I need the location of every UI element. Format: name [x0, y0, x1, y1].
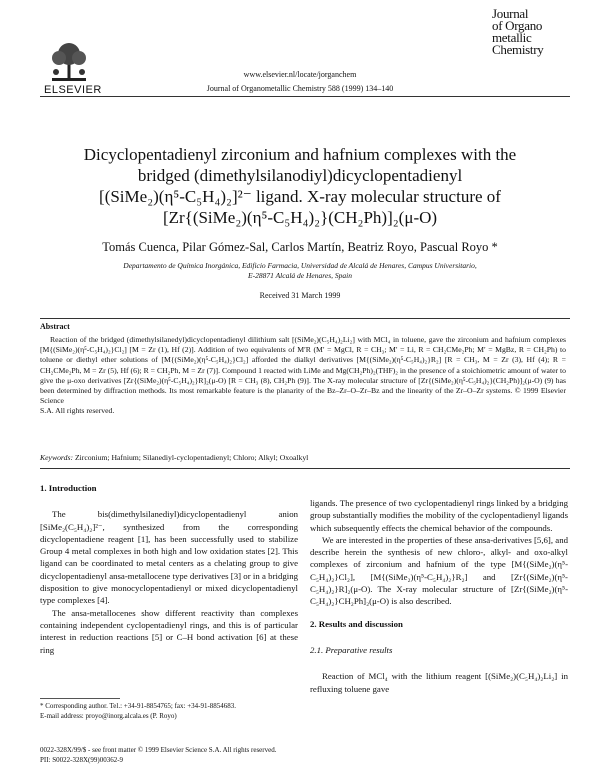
intro-paragraph-2: The ansa-metallocenes show different reactivity than complexes containing independent cyclopentadienyl rings, and this is of particular interest in reduction reactions [5] or C–H bond activation [6] at these ring — [40, 607, 298, 655]
page-footer — [40, 746, 420, 765]
footnote-divider — [40, 698, 120, 699]
footnote — [40, 702, 298, 721]
footnote-corresponding: * Corresponding author. Tel.: +34-91-8854765; fax: +34-91-8854683. — [40, 702, 237, 710]
keywords — [40, 453, 570, 462]
right-column — [310, 497, 568, 695]
journal-logo-line: metallic — [492, 30, 532, 45]
abstract-text: Reaction of the bridged (dimethylsilanedyl)dicyclopentadienyl dilithium salt [(SiMe₂)(C₅H₄)₂Li₂] with MCl₄ in toluene, gave the zirconium and hafnium complexes [M{(SiMe₂)(η⁵-C₅H₄)₂}Cl₂] [M = Zr (1), Hf (2)]. Addition of two equivalents of M′R (M′ = MgCl, R = CH₃; M′ = Li, R = CH₂CMe₂Ph; M′ = MgBz, R = CH₂Ph) to toluene or diethyl ether solutions of [M{(SiMe₂)(η⁵-C₅H₄)₂}Cl₂] afforded the dialkyl derivatives [M{(SiMe₂)(η⁵-C₅H₄)₂}R₂] [R = CH₃, M = Zr (3), Hf (4); R = CH₂CMe₂Ph, M = Zr (5), Hf (6); R = CH₂Ph, M = Zr (7)]. Compound 1 reacted with LiMe and Mg(CH₂Ph)₂(THF)₂ in the presence of a stoichiometric amount of water to give the μ-oxo derivatives [Zr{(SiMe₂)(η⁵-C₅H₄)₂}R]₂(μ-O) [R = CH₃ (8), CH₂Ph (9)]. The X-ray molecular structure of [Zr{(SiMe₂)(η⁵-C₅H₄)₂}(CH₂Ph)]₂(μ-O) (9) has been determined by diffraction methods. Its most remarkable feature is the planarity of the Bz–Zr–O–Zr–Bz and the linearity of the Zr–O–Zr systems. © 1999 Elsevier Science — [40, 335, 566, 406]
affiliation — [30, 261, 570, 281]
abstract-heading: Abstract — [40, 322, 70, 331]
title-line: bridged (dimethylsilanodiyl)dicyclopentadienyl — [137, 166, 463, 185]
authors: Tomás Cuenca, Pilar Gómez-Sal, Carlos Martín, Beatriz Royo, Pascual Royo * — [102, 240, 498, 254]
keywords-label: Keywords: — [40, 453, 74, 462]
journal-reference: Journal of Organometallic Chemistry 588 (1999) 134–140 — [206, 84, 394, 93]
subsection-heading-preparative: 2.1. Preparative results — [310, 644, 393, 655]
keywords-text: Zirconium; Hafnium; Silanediyl-cyclopentadienyl; Chloro; Alkyl; Oxoalkyl — [73, 453, 309, 462]
title-line: [Zr{(SiMe₂)(η⁵-C₅H₄)₂}(CH₂Ph)]₂(μ-O) — [162, 208, 438, 227]
title-line: [(SiMe₂)(η⁵-C₅H₄)₂]²⁻ ligand. X-ray molecular structure of — [99, 187, 501, 206]
journal-logo-line: of Organo — [492, 18, 543, 33]
affiliation-line: Departamento de Química Inorgánica, Edificio Farmacia, Universidad de Alcalá de Henares, Campus Universitario, — [123, 261, 477, 270]
journal-logo-line: Chemistry — [492, 42, 544, 57]
abstract-divider — [40, 318, 570, 319]
publisher-name: ELSEVIER — [44, 84, 102, 96]
article-title — [30, 144, 570, 228]
footnote-email[interactable]: E-mail address: proyo@inorg.alcala.es (P. Royo) — [40, 711, 177, 720]
journal-url[interactable]: www.elsevier.nl/locate/jorganchem — [243, 70, 357, 79]
footer-pii: PII: S0022-328X(99)00362-9 — [40, 755, 124, 764]
affiliation-line: E-28871 Alcalá de Henares, Spain — [248, 271, 352, 280]
intro-paragraph-1: The bis(dimethylsilanediyl)dicyclopentadienyl anion [SiMe₂(C₅H₄)₂]²⁻, synthesized from the corresponding dicyclopentadiene reagent [1], has been successfully used to stabilize Group 4 metal complexes in both high and low oxidation states [2]. This ligand can be coordinated to metal centers as a chelating group to give dicyclopentadienyl ansa-metallocene type derivatives [3] or in a bridging disposition to give monocyclopentadienyl or mixed dicyclopentadienyl type complexes [4]. — [40, 509, 298, 606]
right-paragraph-2: We are interested in the properties of these ansa-derivatives [5,6], and describe herein the synthesis of new chloro-, alkyl- and oxo-alkyl complexes of zirconium and hafnium of the type [M{(SiMe₂)(η⁵-C₅H₄)₂}Cl₂], [M{(SiMe₂)(η⁵-C₅H₄)₂}R₂] and [Zr{(SiMe₂)(η⁵-C₅H₄)₂}R]₂(μ-O). The X-ray molecular structure of [Zr{(SiMe₂)(η⁵-C₅H₄)₂}CH₂Ph]₂(μ-O) is also described. — [310, 534, 568, 607]
section-heading-introduction: 1. Introduction — [40, 483, 97, 493]
title-line: Dicyclopentadienyl zirconium and hafnium complexes with the — [83, 145, 517, 164]
abstract-copyright: S.A. All rights reserved. — [40, 406, 115, 416]
header-divider — [40, 96, 570, 97]
right-paragraph-1: ligands. The presence of two cyclopentadienyl rings linked by a bridging group substantially modifies the mobility of the cyclopentadienyl ligands which subsequently effects the chemical behavior of the compounds. — [310, 498, 568, 533]
right-paragraph-3: Reaction of MCl₄ with the lithium reagent [(SiMe₂)(C₅H₄)₂Li₂] in refluxing toluene gave — [310, 671, 568, 694]
section-heading-results: 2. Results and discussion — [310, 618, 403, 629]
left-column — [40, 482, 298, 656]
journal-logo — [492, 8, 562, 80]
received-date: Received 31 March 1999 — [259, 291, 341, 300]
publisher-logo — [44, 40, 102, 96]
keywords-divider — [40, 468, 570, 469]
abstract-body — [40, 335, 566, 417]
journal-logo-line: Journal — [492, 6, 529, 21]
footer-copyright: 0022-328X/99/$ - see front matter © 1999 Elsevier Science S.A. All rights reserved. — [40, 746, 277, 754]
